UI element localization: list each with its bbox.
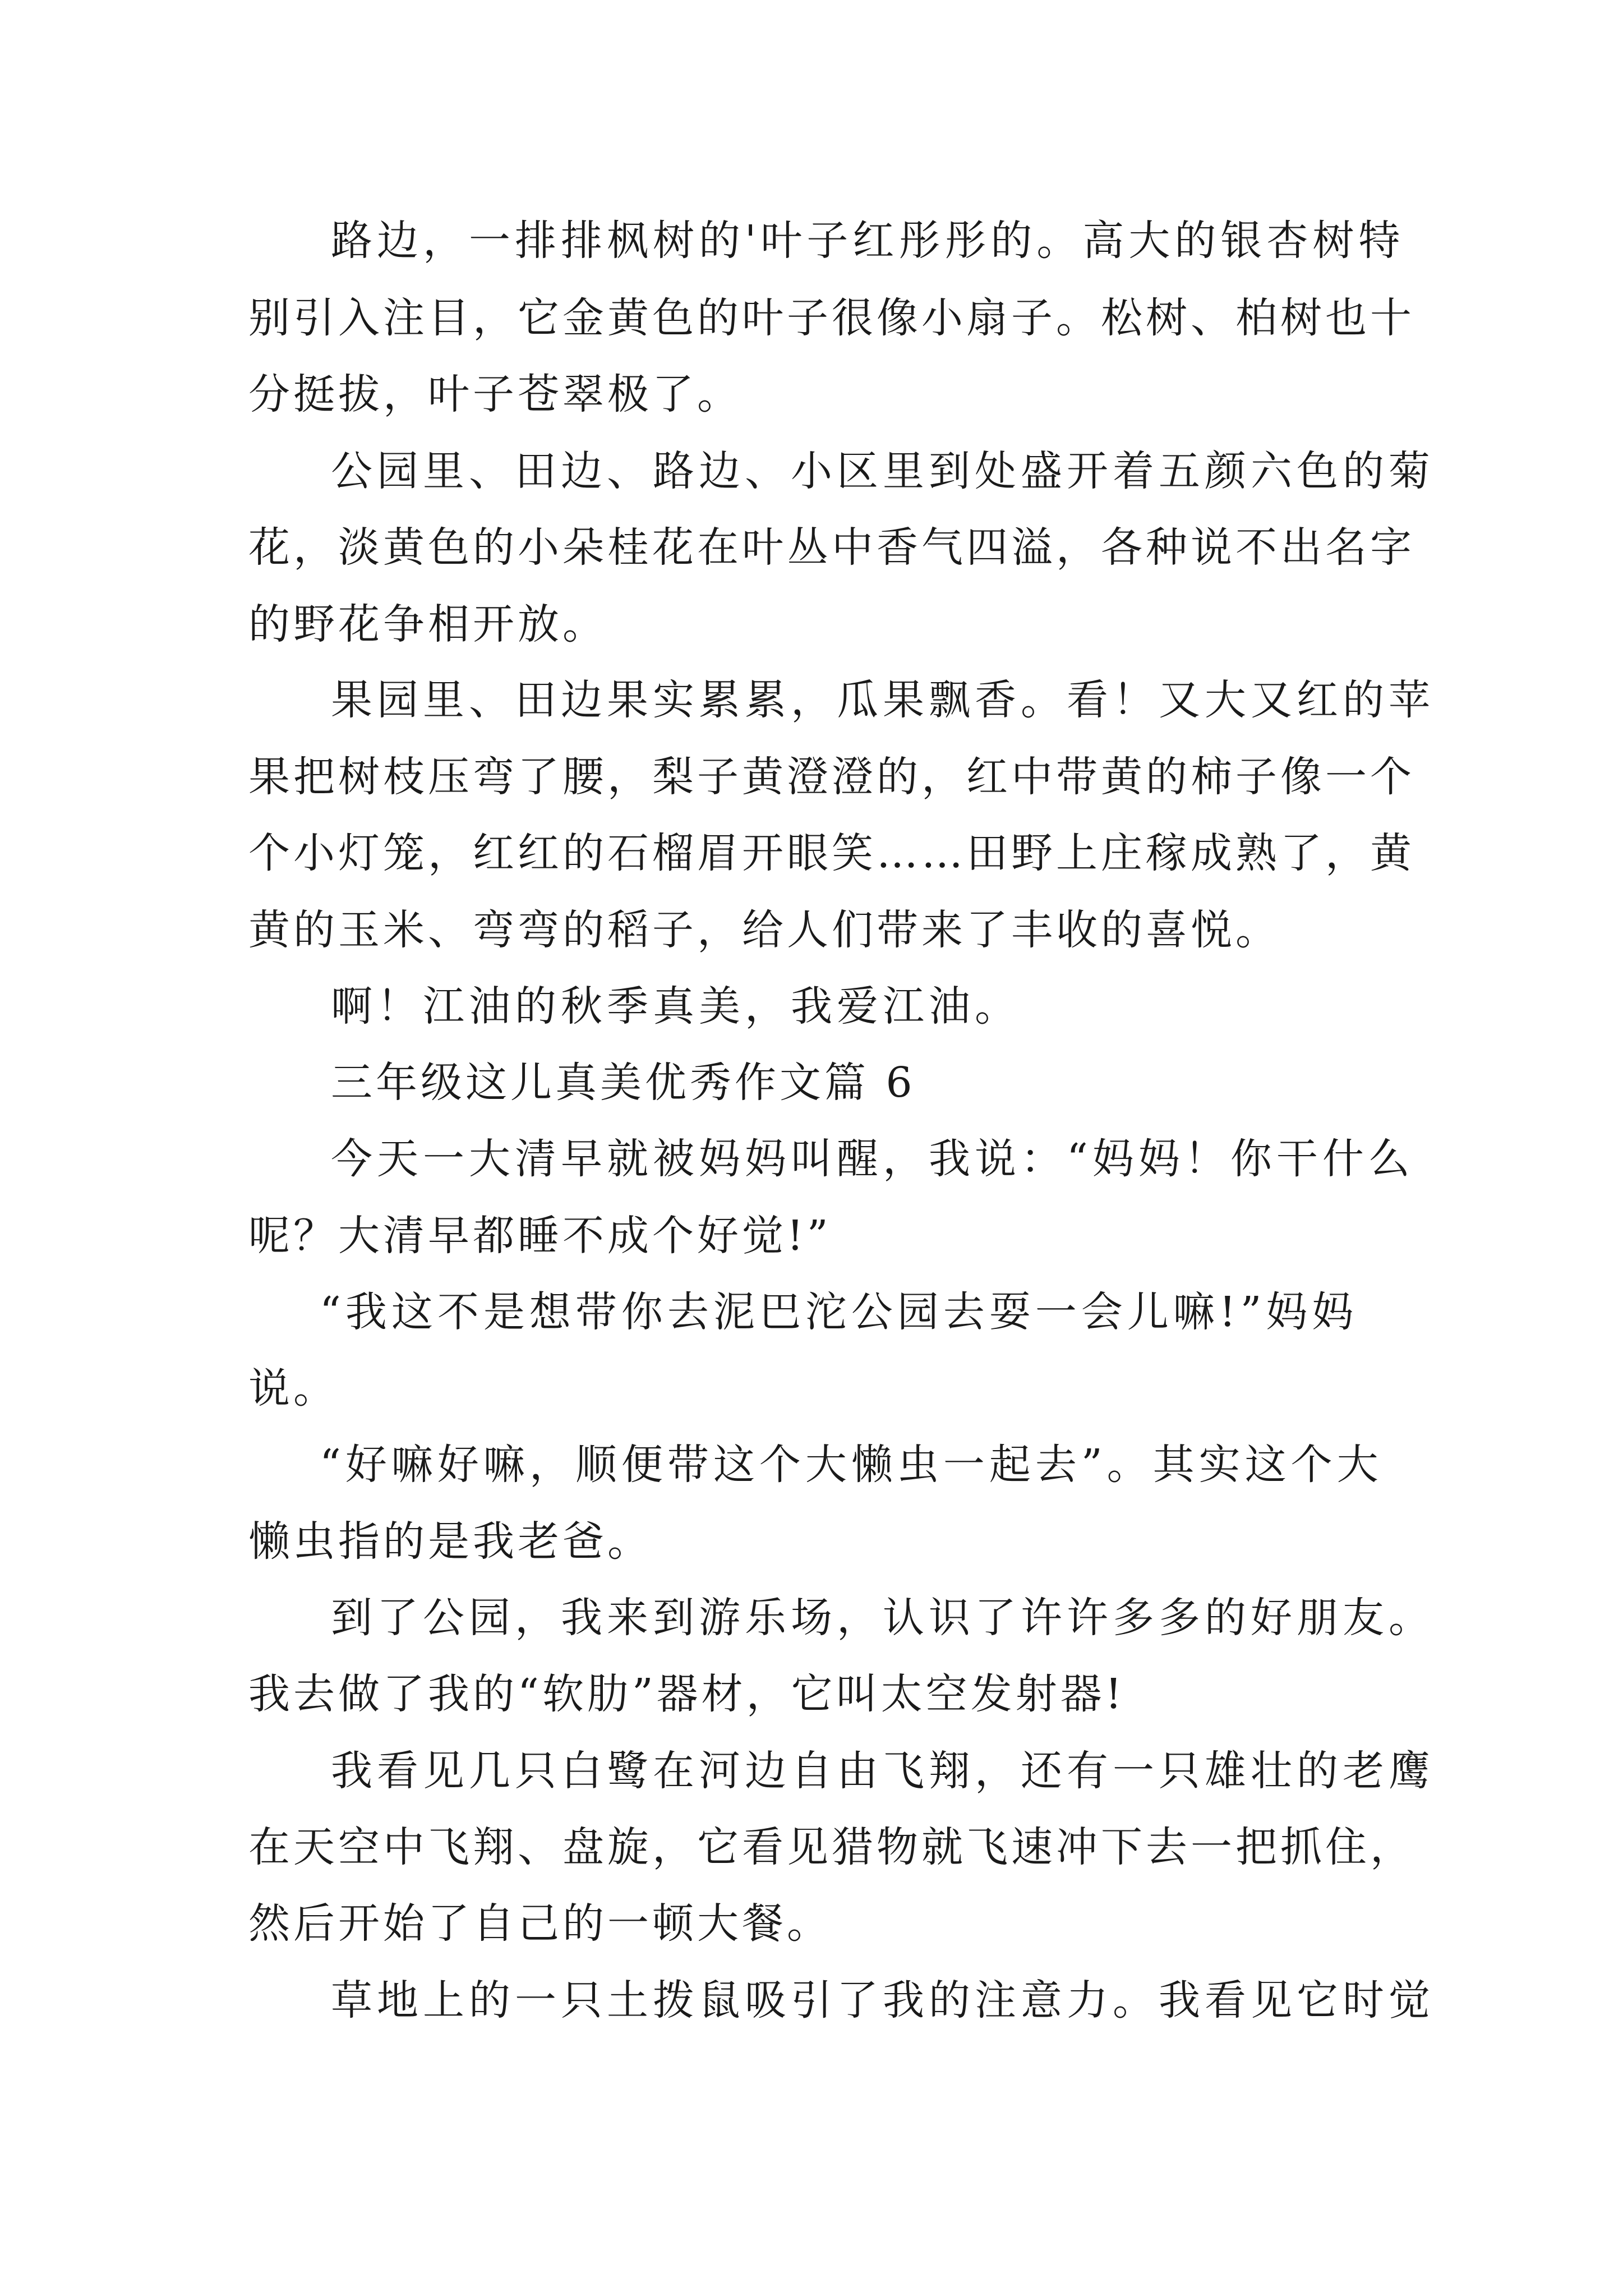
- section-heading: 三年级这儿真美优秀作文篇 6: [331, 1059, 916, 1107]
- text-line: 啊！江油的秋季真美，我爱江油。: [331, 982, 1021, 1030]
- text-line: “好嘛好嘛，顺便带这个大懒虫一起去”。其实这个大: [320, 1441, 1383, 1489]
- text-line: 懒虫指的是我老爸。: [248, 1517, 652, 1566]
- text-line: 分挺拔，叶子苍翠极了。: [248, 370, 742, 418]
- text-line: 我看见几只白鹭在河边自由飞翔，还有一只雄壮的老鹰: [331, 1747, 1435, 1795]
- text-line: 花，淡黄色的小朵桂花在叶丛中香气四溢，各种说不出名字: [248, 523, 1415, 572]
- text-line: 在天空中飞翔、盘旋，它看见猎物就飞速冲下去一把抓住，: [248, 1823, 1415, 1871]
- text-line: 果把树枝压弯了腰，梨子黄澄澄的，红中带黄的柿子像一个: [248, 753, 1415, 801]
- text-line: “我这不是想带你去泥巴沱公园去耍一会儿嘛!”妈妈: [320, 1288, 1358, 1336]
- text-line: 我去做了我的“软肋”器材，它叫太空发射器!: [248, 1670, 1126, 1718]
- text-line: 说。: [248, 1364, 338, 1412]
- text-line: 个小灯笼，红红的石榴眉开眼笑……田野上庄稼成熟了，黄: [248, 829, 1415, 877]
- text-line: 到了公园，我来到游乐场，认识了许许多多的好朋友。: [331, 1594, 1435, 1642]
- text-line: 果园里、田边果实累累，瓜果飘香。看！又大又红的苹: [331, 676, 1435, 724]
- text-line: 公园里、田边、路边、小区里到处盛开着五颜六色的菊: [331, 447, 1435, 495]
- text-line: 草地上的一只土拨鼠吸引了我的注意力。我看见它时觉: [331, 1976, 1435, 2024]
- text-line: 呢？大清早都睡不成个好觉!”: [248, 1212, 832, 1260]
- text-line: 今天一大清早就被妈妈叫醒，我说：“妈妈！你干什么: [331, 1135, 1414, 1183]
- text-line: 的野花争相开放。: [248, 600, 607, 648]
- text-line: 别引入注目，它金黄色的叶子很像小扇子。松树、柏树也十: [248, 294, 1415, 342]
- text-line: 黄的玉米、弯弯的稻子，给人们带来了丰收的喜悦。: [248, 906, 1280, 954]
- text-line: 然后开始了自己的一顿大餐。: [248, 1899, 832, 1948]
- text-line: 路边，一排排枫树的'叶子红彤彤的。高大的银杏树特: [331, 217, 1405, 265]
